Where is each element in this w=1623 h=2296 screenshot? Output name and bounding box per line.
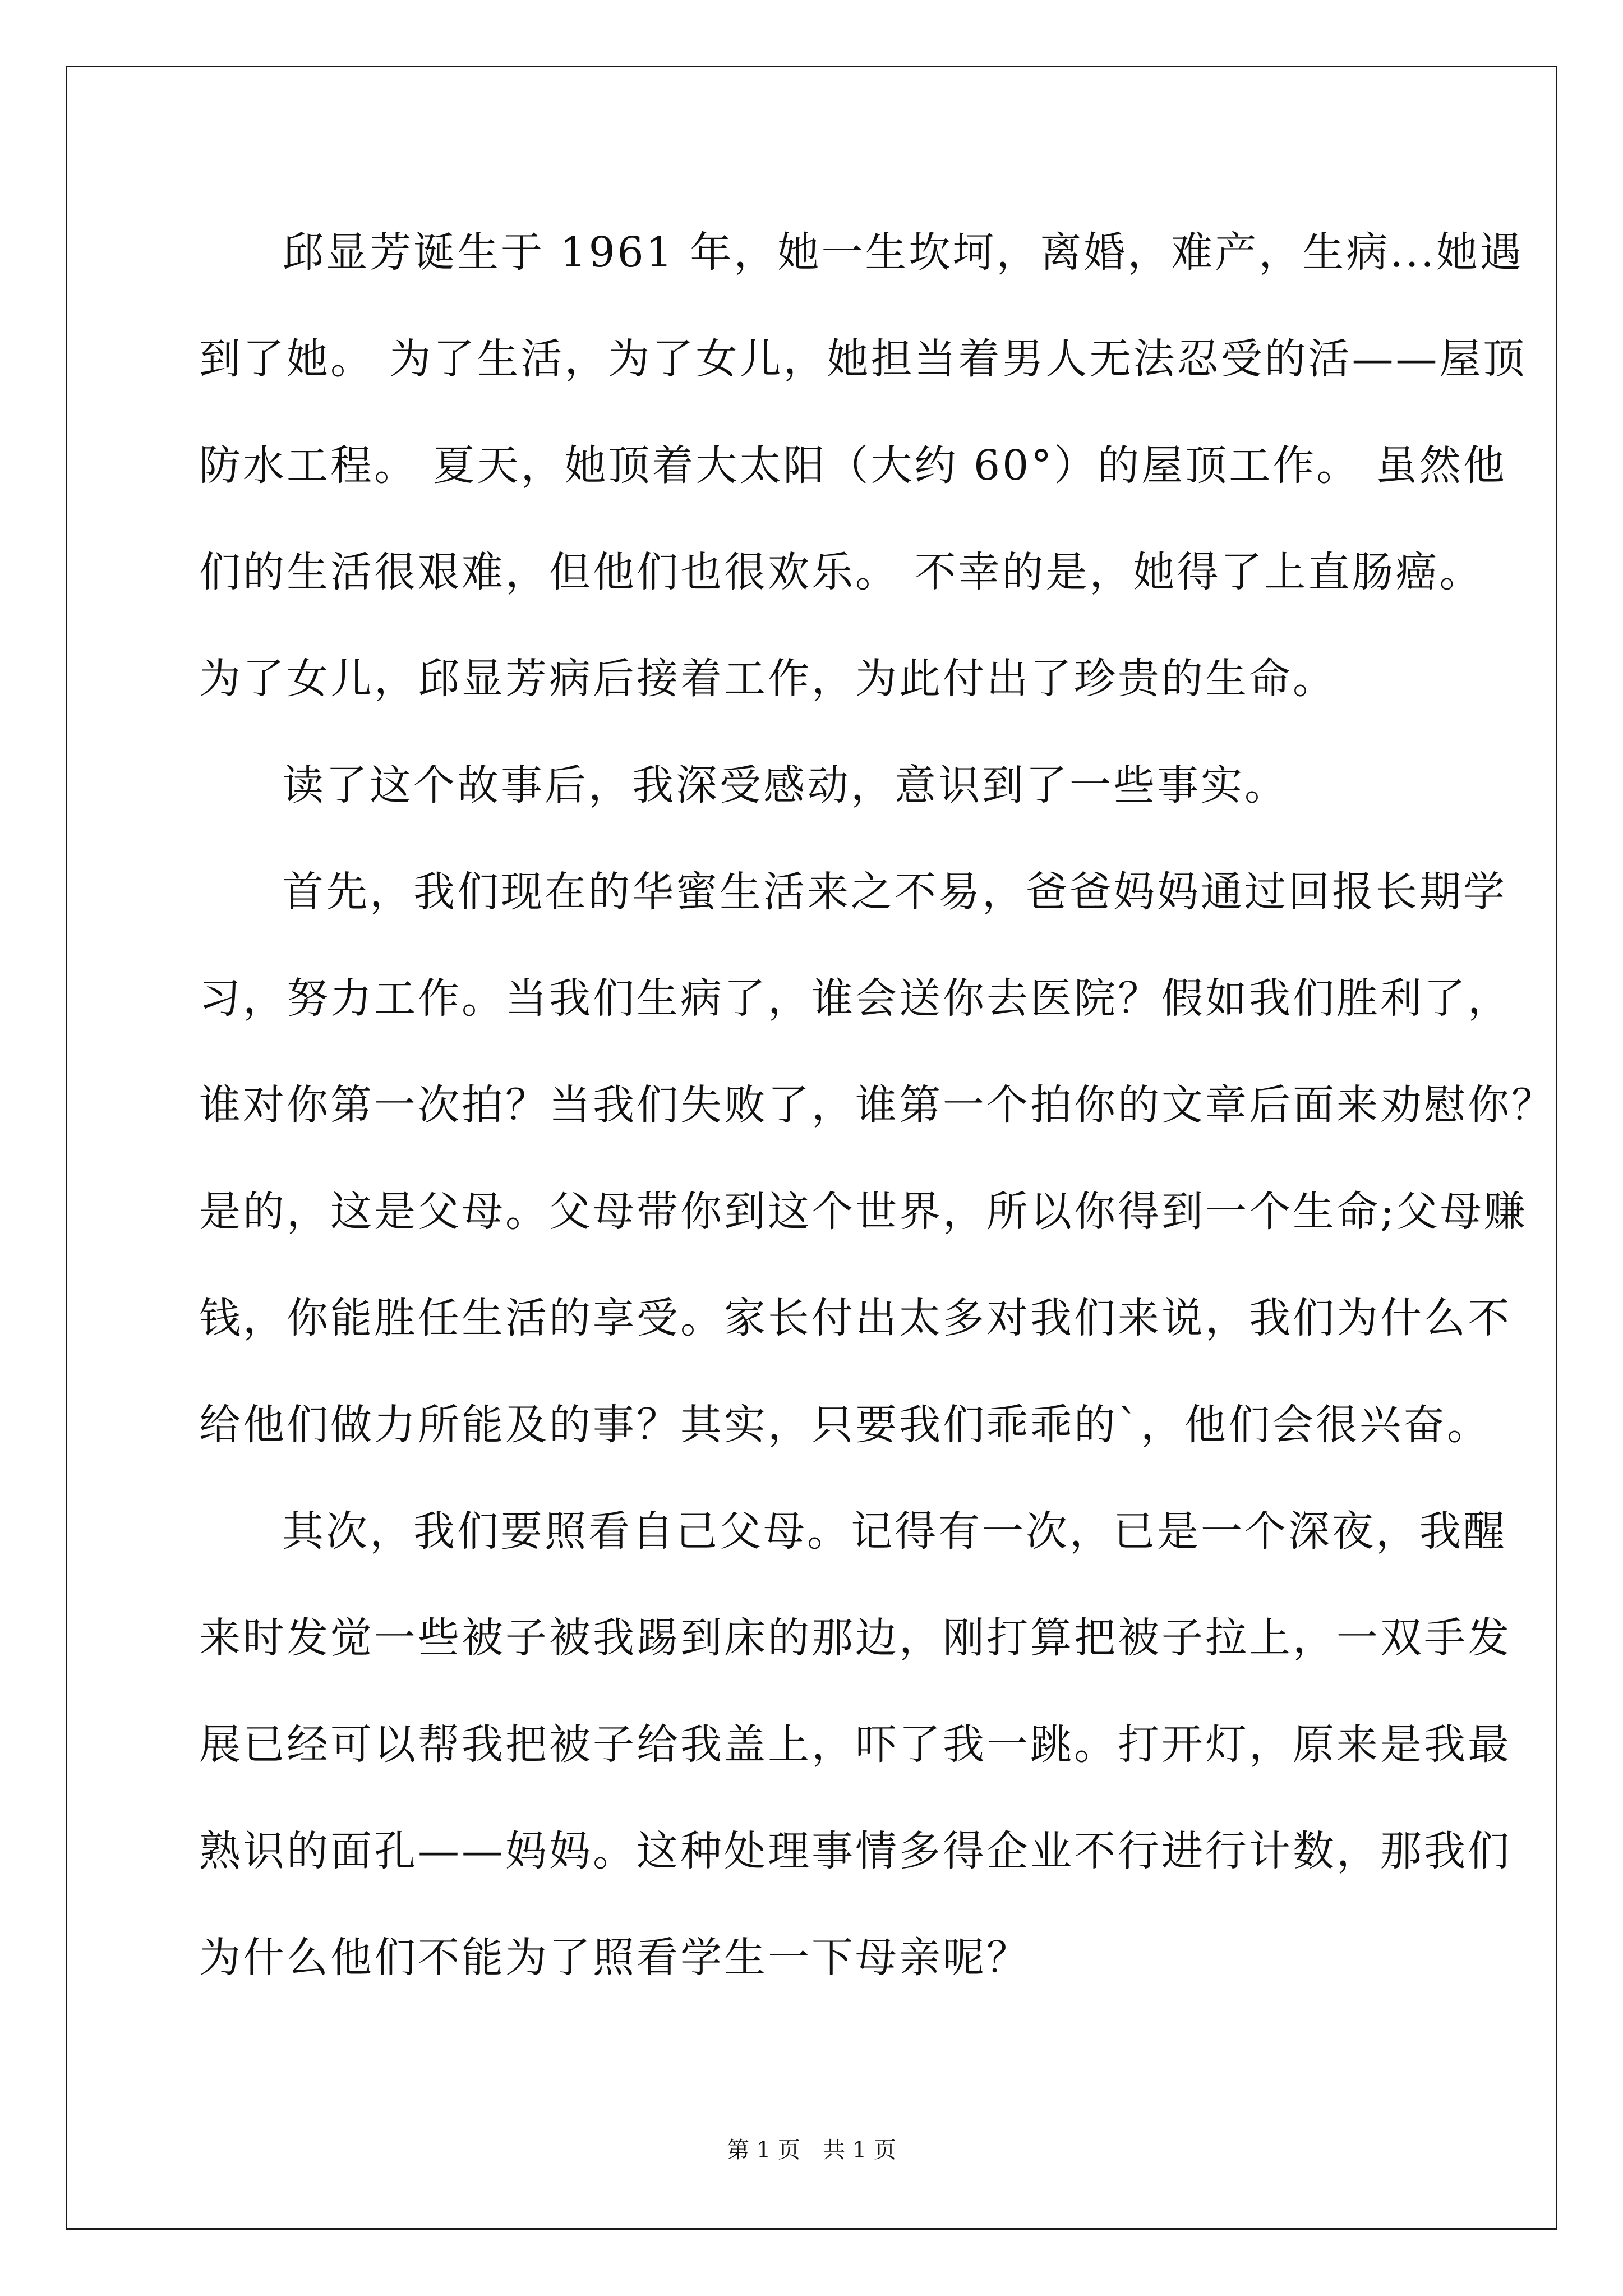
text-line: 们的生活很艰难，但他们也很欢乐。 不幸的是，她得了上直肠癌。 [199,548,1483,596]
paragraph-4 [199,1501,1511,2033]
text-line: 展已经可以帮我把被子给我盖上，吓了我一跳。打开灯，原来是我最 [199,1720,1511,1769]
text-line: 是的，这是父母。父母带你到这个世界，所以你得到一个生命;父母赚 [199,1188,1528,1236]
text-line: 邱显芳诞生于 1961 年，她一生坎坷，离婚，难产，生病...她遇 [282,228,1524,277]
text-line: 钱，你能胜任生活的享受。家长付出太多对我们来说，我们为什么不 [199,1294,1511,1342]
text-line: 谁对你第一次拍？当我们失败了，谁第一个拍你的文章后面来劝慰你？ [199,1081,1555,1129]
page-footer: 第 1 页 共 1 页 [727,2137,896,2163]
document-body [199,222,1555,2033]
text-line: 来时发觉一些被子被我踢到床的那边，刚打算把被子拉上，一双手发 [199,1614,1511,1662]
text-line: 首先，我们现在的华蜜生活来之不易，爸爸妈妈通过回报长期学 [282,868,1507,916]
paragraph-2 [199,754,1433,861]
text-line: 为了女儿，邱显芳病后接着工作，为此付出了珍贵的生命。 [199,655,1336,703]
text-line: 为什么他们不能为了照看学生一下母亲呢？ [199,1934,1030,1982]
paragraph-1 [199,222,1527,754]
text-line: 习，努力工作。当我们生病了，谁会送你去医院？假如我们胜利了， [199,974,1511,1023]
text-line: 防水工程。 夏天，她顶着大太阳（大约 60°）的屋顶工作。 虽然他 [199,441,1507,490]
paragraph-3 [199,861,1555,1501]
text-line: 其次，我们要照看自己父母。记得有一次，已是一个深夜，我醒 [282,1507,1507,1556]
text-line: 给他们做力所能及的事？其实，只要我们乖乖的`，他们会很兴奋。 [199,1401,1491,1449]
text-line: 读了这个故事后，我深受感动，意识到了一些事实。 [282,761,1288,809]
text-line: 到了她。 为了生活，为了女儿，她担当着男人无法忍受的活——屋顶 [199,335,1527,383]
text-line: 熟识的面孔——妈妈。这种处理事情多得企业不行进行计数，那我们 [199,1827,1511,1875]
